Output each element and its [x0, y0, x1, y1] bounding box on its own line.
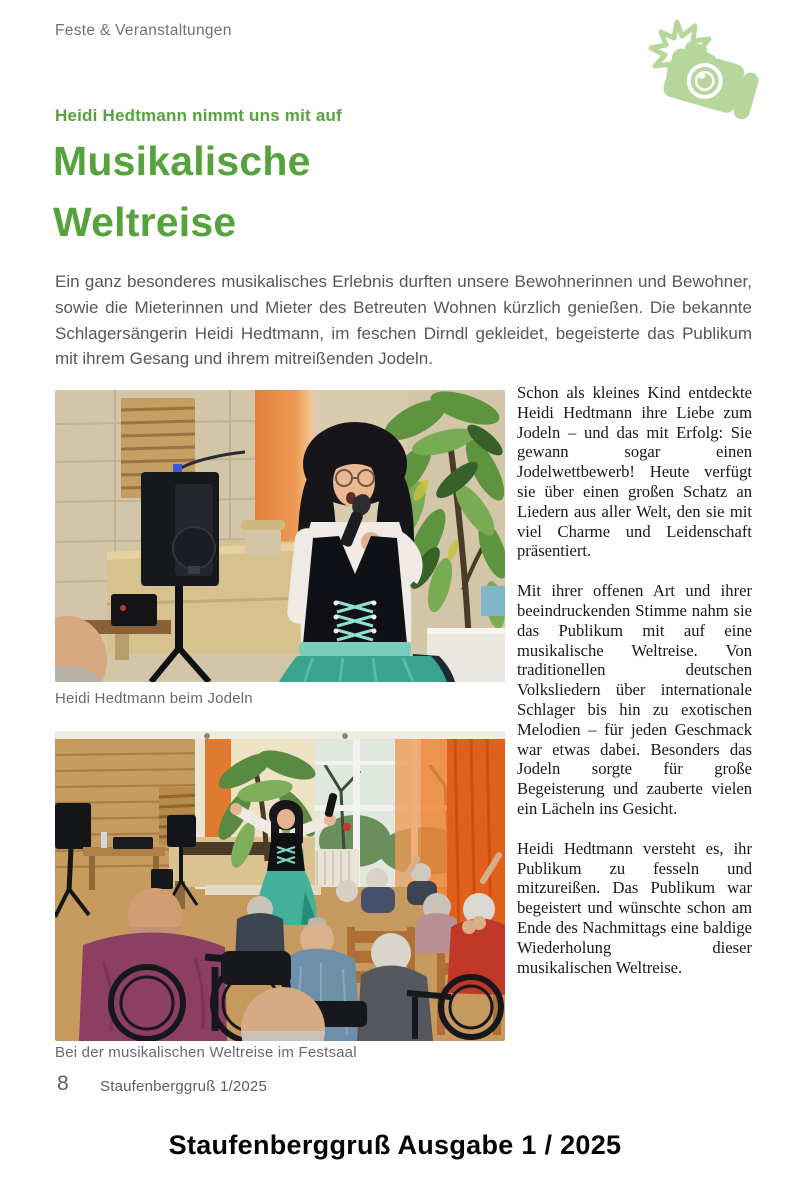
- magenta-shirt: [79, 932, 227, 1041]
- photo1-illustration: [55, 390, 505, 682]
- singer-skirt: [279, 656, 447, 682]
- photo1-caption: Heidi Hedtmann beim Jodeln: [55, 690, 253, 707]
- article-title-line1: Musikalische: [53, 138, 311, 184]
- section-label: Feste & Veranstaltungen: [55, 22, 232, 39]
- article-title-line2: Weltreise: [53, 199, 237, 245]
- page-number: 8: [57, 1072, 69, 1095]
- photo2-illustration: [55, 731, 505, 1041]
- issue-label: Staufenberggruß 1/2025: [100, 1078, 268, 1095]
- camera-flash-icon: [633, 14, 767, 122]
- wall-button: [343, 823, 351, 831]
- article-title: [53, 131, 311, 253]
- photo-heidi-singing: [55, 390, 505, 682]
- article-kicker: Heidi Hedtmann nimmt uns mit auf: [55, 106, 342, 125]
- article-column: [517, 383, 752, 997]
- article-intro: Ein ganz besonderes musikalisches Erlebnis durften unsere Bewohnerinnen und Bewohner, sowie die Mieterinnen und Mieter des Betreuten Wohnen kürzlich genießen. Die bekannte Schlagersängerin Heidi Hedtmann, im feschen Dirndl gekleidet, begeisterte das Publikum mit ihrem Gesang und ihrem mitreißenden Jodeln.: [55, 272, 752, 369]
- issue-banner: Staufenberggruß Ausgabe 1 / 2025: [168, 1130, 622, 1160]
- singer-sash: [299, 642, 411, 657]
- photo-festsaal-audience: [55, 731, 505, 1041]
- article-paragraph: Mit ihrer offenen Art und ihrer beeindruckenden Stimme nahm sie das Publikum mit auf eine musikalische Weltreise. Von traditionellen deutschen Volksliedern über internationale Schlager bis hin zu exotischen Melodien – für jeden Geschmack war etwas dabei. Besonders das Jodeln sorgte für große Begeisterung und zauberte vielen ein Lächeln ins Gesicht.: [517, 581, 752, 818]
- window-glimpse: [481, 586, 505, 616]
- article-paragraph: Heidi Hedtmann versteht es, ihr Publikum zu fesseln und mitzureißen. Das Publikum war begeistert und wünschte schon am Ende des Nachmittags eine baldige Wiederholung dieser musikalischen Weltreise.: [517, 838, 752, 977]
- performer-bodice: [267, 833, 305, 871]
- article-paragraph: Schon als kleines Kind entdeckte Heidi Hedtmann ihre Liebe zum Jodeln – und das mit Erfolg: Sie gewann sogar einen Jodelwettbewerb! Heute verfügt sie über einen großen Schatz an Liedern aus aller Welt, den sie mit viel Charme und Leidenschaft präsentiert.: [517, 383, 752, 561]
- photo2-caption: Bei der musikalischen Weltreise im Festsaal: [55, 1044, 357, 1061]
